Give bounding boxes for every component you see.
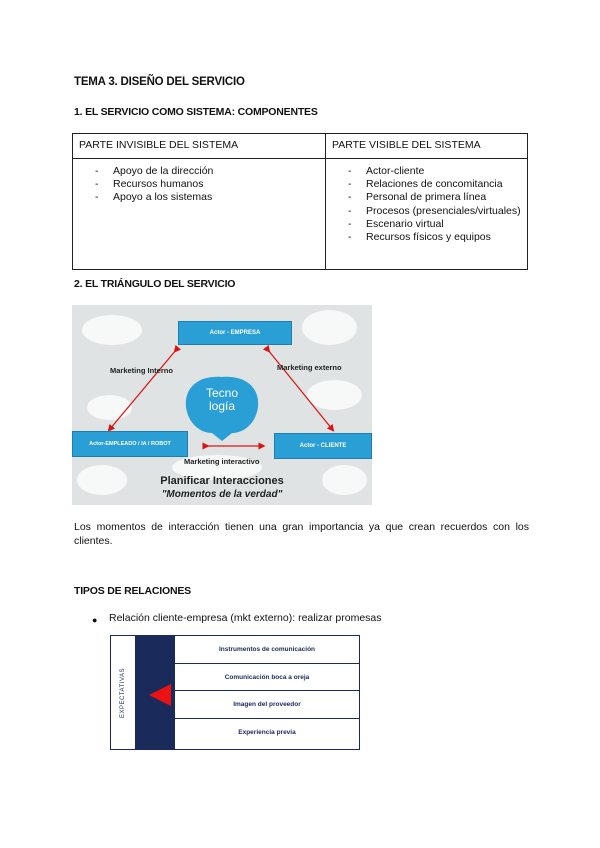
list-item: - Escenario virtual	[348, 218, 521, 231]
expectation-row: Instrumentos de comunicación	[175, 636, 359, 664]
expectations-label-area	[111, 636, 135, 749]
actor-empresa-box: Actor - EMPRESA	[178, 321, 292, 345]
technology-line-1: Tecno	[205, 386, 239, 400]
service-triangle-diagram	[72, 305, 372, 505]
interaction-paragraph: Los momentos de interacción tienen una gran importancia ya que crean recuerdos con los clientes.	[74, 521, 529, 547]
expectations-diagram	[110, 635, 360, 750]
red-arrow-icon	[149, 684, 171, 706]
list-item: - Personal de primera línea	[348, 191, 521, 204]
list-item: - Procesos (presenciales/virtuales)	[348, 205, 521, 218]
expectation-row: Comunicación boca a oreja	[175, 664, 359, 692]
list-item: - Actor-cliente	[348, 165, 521, 178]
actor-cliente-box: Actor - CLIENTE	[274, 433, 372, 459]
bullet-relation-cliente-empresa: Relación cliente-empresa (mkt externo): realizar promesas	[109, 612, 382, 624]
list-item: - Recursos físicos y equipos	[348, 231, 521, 244]
invisible-cell	[73, 159, 326, 270]
table-header-invisible: PARTE INVISIBLE DEL SISTEMA	[73, 134, 326, 159]
label-marketing-interactivo: Marketing interactivo	[184, 457, 260, 466]
technology-label	[192, 387, 252, 413]
visible-cell	[326, 159, 528, 270]
expectations-vertical-label: EXPECTATIVAS	[120, 667, 126, 719]
list-item: - Apoyo a los sistemas	[95, 191, 319, 204]
diagram-title-line-2: "Momentos de la verdad"	[161, 489, 283, 500]
expectations-rows	[175, 636, 359, 749]
list-item: - Apoyo de la dirección	[95, 165, 319, 178]
expectation-row: Imagen del proveedor	[175, 691, 359, 719]
list-item: - Recursos humanos	[95, 178, 319, 191]
list-item: - Relaciones de concomitancia	[348, 178, 521, 191]
section-heading-components: 1. EL SERVICIO COMO SISTEMA: COMPONENTES	[74, 106, 318, 118]
label-marketing-externo: Marketing externo	[277, 363, 342, 372]
label-marketing-interno: Marketing Interno	[110, 366, 173, 375]
page-title: TEMA 3. DISEÑO DEL SERVICIO	[74, 76, 245, 88]
technology-line-2: logía	[208, 399, 236, 413]
expectation-row: Experiencia previa	[238, 728, 296, 736]
diagram-title-line-1: Planificar Interacciones	[160, 475, 284, 487]
actor-empleado-box: Actor-EMPLEADO / IA / ROBOT	[72, 431, 188, 457]
section-heading-triangle: 2. EL TRIÁNGULO DEL SERVICIO	[74, 278, 236, 290]
table-header-visible: PARTE VISIBLE DEL SISTEMA	[326, 134, 528, 159]
bullet-dot: ●	[92, 615, 98, 625]
section-heading-relations: TIPOS DE RELACIONES	[74, 585, 191, 597]
components-table	[72, 133, 528, 270]
